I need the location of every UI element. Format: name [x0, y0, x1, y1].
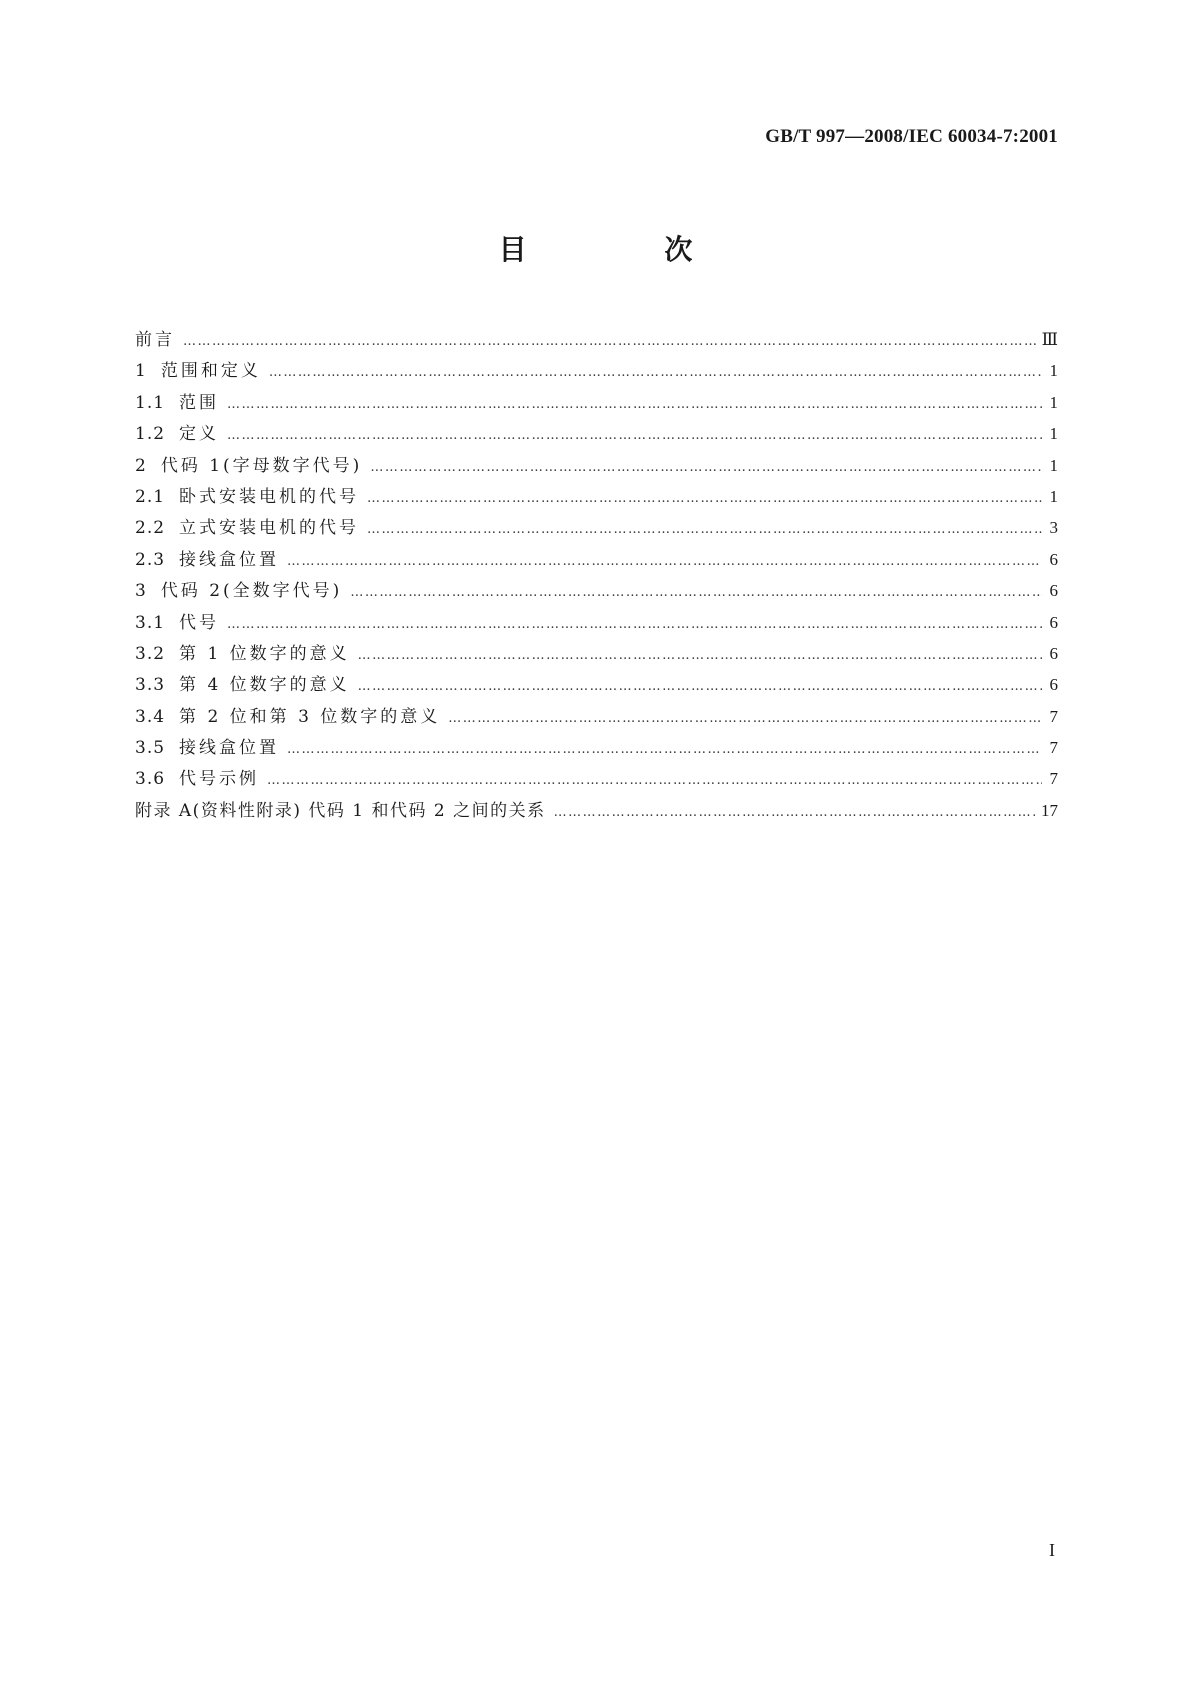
toc-entry-number: 2.2: [135, 518, 166, 539]
toc-entry[interactable]: [135, 544, 1058, 575]
toc-dot-leader: [448, 703, 1042, 734]
toc-entry-title: 代号示例: [179, 769, 260, 790]
toc-entry[interactable]: [135, 701, 1058, 732]
toc-entry-page: 6: [1049, 549, 1058, 569]
toc-entry-title: 第 2 位和第 3 位数字的意义: [179, 706, 441, 727]
toc-entry-number: 3.3: [135, 675, 166, 696]
toc-entry[interactable]: [135, 355, 1058, 386]
toc-entry-page: 1: [1049, 455, 1058, 475]
toc-entry-title: 附录 A(资料性附录) 代码 1 和代码 2 之间的关系: [135, 800, 546, 821]
toc-dot-leader: [269, 357, 1042, 388]
toc-entry-number: 1.1: [135, 392, 166, 413]
standard-code: GB/T 997—2008/IEC 60034-7:2001: [765, 126, 1058, 147]
page-title: 目 次: [498, 233, 757, 266]
toc-entry-title: 第 1 位数字的意义: [179, 643, 350, 664]
toc-entry[interactable]: [135, 387, 1058, 418]
toc-dot-leader: [183, 326, 1036, 357]
toc-entry-number: 3.6: [135, 769, 166, 790]
toc-dot-leader: [267, 765, 1042, 796]
toc-entry-title: 代号: [179, 612, 220, 633]
toc-entry[interactable]: [135, 418, 1058, 449]
toc-entry-page: 6: [1049, 612, 1058, 632]
toc-entry-title: 立式安装电机的代号: [179, 518, 360, 539]
toc-dot-leader: [367, 514, 1042, 545]
toc-entry-page: 1: [1049, 392, 1058, 412]
toc-dot-leader: [350, 577, 1042, 608]
toc-dot-leader: [287, 546, 1042, 577]
toc-entry[interactable]: [135, 512, 1058, 543]
toc-entry[interactable]: [135, 669, 1058, 700]
toc-entry-number: 3.2: [135, 643, 166, 664]
toc-dot-leader: [358, 671, 1042, 702]
toc-entry[interactable]: [135, 450, 1058, 481]
toc-entry-title: 前言: [135, 330, 175, 350]
toc-entry[interactable]: [135, 481, 1058, 512]
toc-entry-number: 3.5: [135, 738, 166, 759]
toc-entry-number: 2.3: [135, 549, 166, 570]
toc-entry-title: 代码 1(字母数字代号): [160, 455, 363, 476]
toc-entry-title: 范围和定义: [160, 361, 261, 382]
toc-entry-page: 3: [1049, 518, 1058, 538]
toc-entry-page: 7: [1049, 769, 1058, 789]
toc-entry[interactable]: [135, 575, 1058, 606]
toc-entry[interactable]: [135, 324, 1058, 355]
toc-entry-page: 7: [1049, 706, 1058, 726]
toc-entry-number: 3.1: [135, 612, 166, 633]
toc-entry[interactable]: [135, 607, 1058, 638]
page-number: I: [1049, 1540, 1055, 1560]
toc-dot-leader: [367, 483, 1042, 514]
toc-entry-title: 第 4 位数字的意义: [179, 675, 350, 696]
toc-entry[interactable]: [135, 732, 1058, 763]
toc-entry-page: 1: [1049, 486, 1058, 506]
toc-entry-page: 1: [1049, 361, 1058, 381]
toc-dot-leader: [227, 389, 1042, 420]
toc-entry-title: 接线盒位置: [179, 738, 280, 759]
toc-dot-leader: [227, 609, 1042, 640]
toc-entry-number: 3: [135, 581, 147, 602]
toc-entry-page: 1: [1049, 424, 1058, 444]
toc-dot-leader: [554, 797, 1035, 828]
toc-entry-title: 定义: [179, 424, 220, 445]
toc-entry-number: 1: [135, 361, 147, 382]
table-of-contents: [135, 324, 1058, 826]
toc-entry-number: 2: [135, 455, 147, 476]
toc-entry-page: 6: [1049, 675, 1058, 695]
toc-dot-leader: [358, 640, 1042, 671]
toc-dot-leader: [370, 452, 1042, 483]
toc-entry-title: 代码 2(全数字代号): [160, 581, 343, 602]
toc-dot-leader: [287, 734, 1042, 765]
toc-entry-page: 6: [1049, 581, 1058, 601]
toc-dot-leader: [227, 420, 1042, 451]
toc-entry-page: 7: [1049, 738, 1058, 758]
toc-entry-page: 17: [1041, 800, 1058, 820]
toc-entry-title: 卧式安装电机的代号: [179, 486, 360, 507]
toc-entry-number: 3.4: [135, 706, 166, 727]
toc-entry[interactable]: [135, 763, 1058, 794]
toc-entry-title: 范围: [179, 392, 220, 413]
toc-entry-number: 1.2: [135, 424, 166, 445]
toc-entry-page: Ⅲ: [1041, 330, 1058, 349]
toc-entry-title: 接线盒位置: [179, 549, 280, 570]
toc-entry-number: 2.1: [135, 486, 166, 507]
toc-entry[interactable]: [135, 638, 1058, 669]
toc-entry[interactable]: [135, 795, 1058, 826]
toc-entry-page: 6: [1049, 643, 1058, 663]
